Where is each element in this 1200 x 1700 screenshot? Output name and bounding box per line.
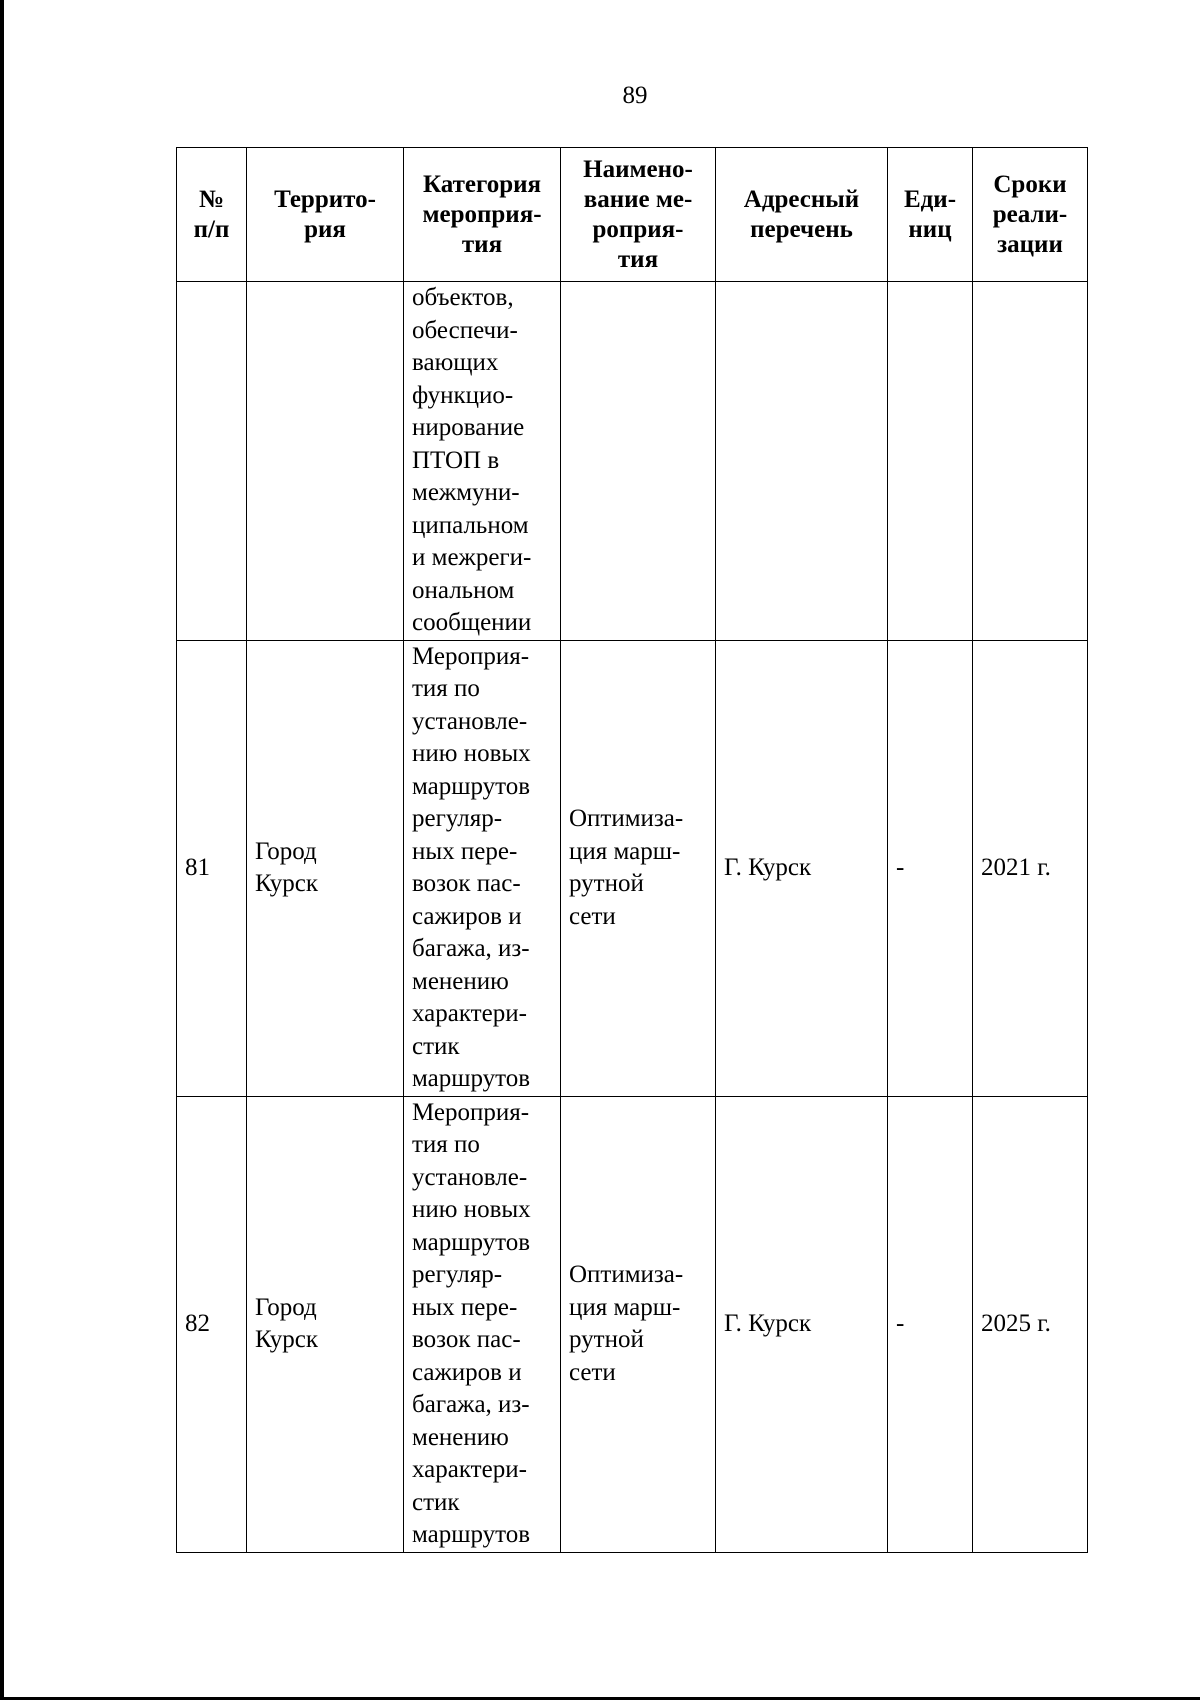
text-line: Курск <box>255 1326 319 1353</box>
header-term <box>973 148 1088 282</box>
text-line: сети <box>569 1358 616 1386</box>
text-line: тия по <box>412 675 480 702</box>
text-line: сообщении <box>412 609 532 636</box>
text-line: п/п <box>193 215 230 243</box>
header-num <box>177 148 247 282</box>
cell-name <box>561 282 716 641</box>
text-line: обеспечи- <box>412 316 518 344</box>
text-line: маршрутов <box>412 1521 531 1548</box>
text-line: маршрутов <box>412 772 531 800</box>
text-line: зации <box>997 230 1063 258</box>
text-line: характери- <box>412 1000 527 1027</box>
cell-num: 82 <box>177 1096 247 1552</box>
text-line: Террито- <box>274 185 376 213</box>
text-line: сажиров и <box>412 1358 522 1386</box>
text-line: характери- <box>412 1456 527 1483</box>
text-line: реали- <box>992 200 1068 228</box>
text-line: менению <box>412 1423 509 1451</box>
header-units <box>888 148 973 282</box>
text-line: тия по <box>412 1131 480 1158</box>
text-line: и межреги- <box>412 544 532 571</box>
text-line: Адресный <box>743 185 860 213</box>
text-line: рутной <box>569 1326 644 1353</box>
text-line: маршрутов <box>412 1065 531 1092</box>
text-line: установле- <box>412 707 528 735</box>
text-line: Мероприя- <box>412 1098 530 1126</box>
measures-table <box>176 147 1088 1553</box>
text-line: регуляр- <box>412 805 503 832</box>
text-line: менению <box>412 967 509 995</box>
text-line: нирование <box>412 414 525 441</box>
cell-address <box>716 282 888 641</box>
text-line: ных пере- <box>412 837 518 865</box>
text-line: Город <box>255 837 317 865</box>
page-number: 89 <box>622 82 648 109</box>
header-category <box>404 148 561 282</box>
header-row <box>177 148 1088 282</box>
header-address <box>716 148 888 282</box>
text-line: перечень <box>750 215 853 243</box>
text-line: Курск <box>255 870 319 897</box>
text-line: вающих <box>412 349 499 376</box>
cell-units <box>888 282 973 641</box>
cell-address: Г. Курск <box>716 1096 888 1552</box>
cell-category <box>404 282 561 641</box>
text-line: рутной <box>569 870 644 897</box>
scan-edge-left <box>0 0 4 1700</box>
text-line: стик <box>412 1488 460 1516</box>
text-line: ция марш- <box>569 1293 681 1321</box>
cell-term: 2025 г. <box>973 1096 1088 1552</box>
text-line: № <box>198 185 225 213</box>
text-line: стик <box>412 1032 460 1060</box>
text-line: возок пас- <box>412 870 521 897</box>
text-line: ПТОП в <box>412 446 500 474</box>
cell-term: 2021 г. <box>973 640 1088 1096</box>
text-line: роприя- <box>592 215 684 243</box>
header-name <box>561 148 716 282</box>
text-line: Город <box>255 1293 317 1321</box>
text-line: ных пере- <box>412 1293 518 1321</box>
text-line: тия <box>617 245 659 273</box>
cell-units: - <box>888 640 973 1096</box>
text-line: регуляр- <box>412 1261 503 1288</box>
header-territory <box>247 148 404 282</box>
cell-category <box>404 1096 561 1552</box>
text-line: межмуни- <box>412 479 520 506</box>
text-line: мероприя- <box>422 200 542 228</box>
text-line: Наимено- <box>583 155 693 183</box>
text-line: Категория <box>422 170 542 198</box>
text-line: маршрутов <box>412 1228 531 1256</box>
text-line: ция марш- <box>569 837 681 865</box>
text-line: Еди- <box>903 185 957 213</box>
text-line: вание ме- <box>583 185 693 213</box>
cell-address: Г. Курск <box>716 640 888 1096</box>
text-line: ципальном <box>412 511 529 539</box>
table-row-continued <box>177 282 1088 641</box>
cell-name <box>561 640 716 1096</box>
text-line: ниц <box>908 215 952 243</box>
cell-num <box>177 282 247 641</box>
text-line: функцио- <box>412 381 514 409</box>
cell-term <box>973 282 1088 641</box>
text-line: Оптимиза- <box>569 1261 684 1288</box>
cell-category <box>404 640 561 1096</box>
text-line: Оптимиза- <box>569 805 684 832</box>
text-line: нию новых <box>412 1196 531 1223</box>
text-line: рия <box>304 215 346 243</box>
text-line: нию новых <box>412 740 531 767</box>
table-row <box>177 1096 1088 1552</box>
cell-territory <box>247 282 404 641</box>
cell-num: 81 <box>177 640 247 1096</box>
cell-name <box>561 1096 716 1552</box>
text-line: объектов, <box>412 284 514 311</box>
text-line: багажа, из- <box>412 935 530 962</box>
text-line: установле- <box>412 1163 528 1191</box>
text-line: Мероприя- <box>412 642 530 670</box>
text-line: багажа, из- <box>412 1391 530 1418</box>
table-row <box>177 640 1088 1096</box>
cell-territory <box>247 1096 404 1552</box>
text-line: Сроки <box>993 170 1067 198</box>
cell-territory <box>247 640 404 1096</box>
cell-units: - <box>888 1096 973 1552</box>
text-line: возок пас- <box>412 1326 521 1353</box>
text-line: тия <box>461 230 503 258</box>
text-line: сажиров и <box>412 902 522 930</box>
text-line: ональном <box>412 576 515 604</box>
text-line: сети <box>569 902 616 930</box>
